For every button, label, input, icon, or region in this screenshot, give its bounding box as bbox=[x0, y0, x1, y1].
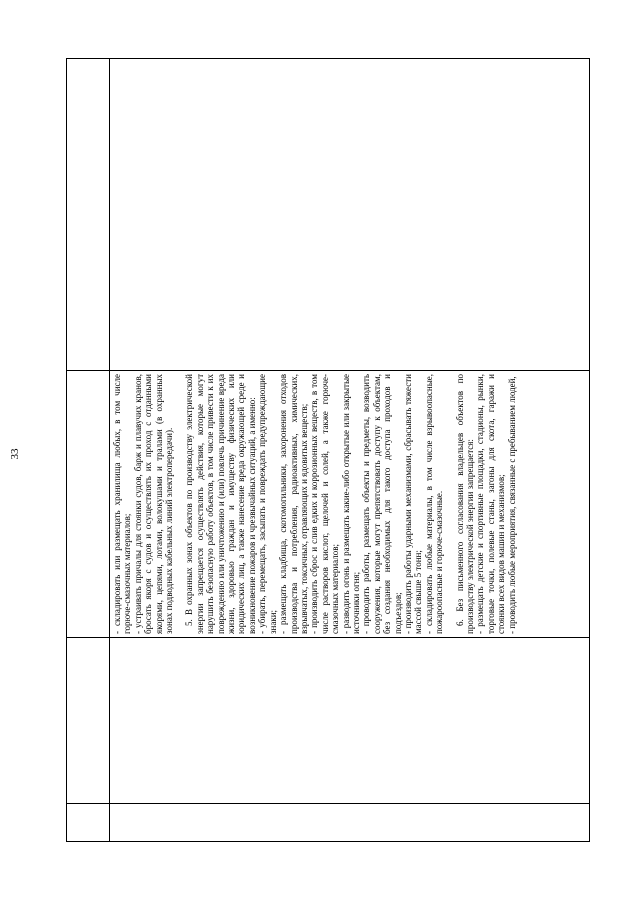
body-cell-4 bbox=[110, 59, 589, 370]
text-paragraph: - размещать кладбища, скотомогильники, захоронения отходов производства и потребления, радиоактивных, химических, взрывчатых, токсичных, отравляющих и ядовитых веществ; bbox=[278, 374, 309, 634]
regulation-table bbox=[66, 58, 590, 842]
text-paragraph: - складировать любые материалы, в том числе взрывоопасные, пожароопасные и горюче-смазочные. bbox=[423, 374, 445, 634]
text-paragraph: 5. В охранных зонах объектов по производству электрической энергии запрещается осуществлять действия, которые могут нарушить безопасную работу объектов, в том числе привести к их повреждению или уничтожению и (или) повлечь причинение вреда жизни, здоровью граждан и имуществу физических или юридических лиц, а также нанесение вреда окружающей среде и возникновение пожаров и чрезвычайных ситуаций, а именно: bbox=[184, 374, 257, 634]
body-cell-2 bbox=[110, 637, 589, 803]
text-paragraph: - разводить огонь и размещать какие-либо открытые или закрытые источники огня; bbox=[340, 374, 361, 634]
text-paragraph: - проводить любые мероприятия, связанные с пребыванием людей, bbox=[506, 376, 517, 634]
text-paragraph: - проводить работы, размещать объекты и предметы, возводить сооружения, которые могут препятствовать доступу к объектам, без создания необходимых для такого доступа проходов и подъездов; bbox=[361, 374, 403, 634]
text-paragraph: - производить работы ударными механизмами, сбрасывать тяжести массой свыше 5 тонн; bbox=[402, 374, 424, 634]
table-wrap bbox=[66, 58, 590, 842]
page-number bbox=[9, 447, 21, 461]
text-paragraph: - устраивать причалы для стоянки судов, барж и плавучих кранов, бросать якоря с судов и осуществлять их проход с отданными якорями, цепями, лотами, волокушами и тралами (в охранных зонах подводных кабельных линий электропередачи). bbox=[132, 374, 175, 634]
rotated-table-area bbox=[66, 58, 590, 842]
page-number-text: 33 bbox=[9, 448, 21, 460]
restrictions-text-cell bbox=[110, 370, 589, 637]
table-body-row bbox=[110, 59, 589, 841]
text-paragraph: 6. Без письменного согласования владельцев объектов по производству электрической энергии запрещается: bbox=[454, 374, 475, 634]
text-paragraph: - убирать, перемещать, засыпать и повреждать предупреждающие знаки; bbox=[257, 374, 278, 634]
header-cell-3 bbox=[67, 370, 109, 637]
body-cell-1 bbox=[110, 803, 589, 841]
header-cell-2 bbox=[67, 637, 109, 803]
text-paragraph: - размещать детские и спортивные площадки, стадионы, рынки, торговые точки, полевые станы, загоны для скота, гаражи и стоянки всех видов машин и механизмов; bbox=[475, 374, 507, 634]
text-paragraph: - производить сброс и слив едких и коррозионных веществ, в том числе растворов кислот, щелочей и солей, а также горюче-смазочных материалов; bbox=[309, 374, 341, 634]
header-cell-1 bbox=[67, 803, 109, 841]
table-header-row bbox=[67, 59, 110, 841]
text-paragraph: - складировать или размещать хранилища любых, в том числе горюче-смазочных материалов; bbox=[112, 374, 133, 634]
header-cell-4 bbox=[67, 59, 109, 370]
